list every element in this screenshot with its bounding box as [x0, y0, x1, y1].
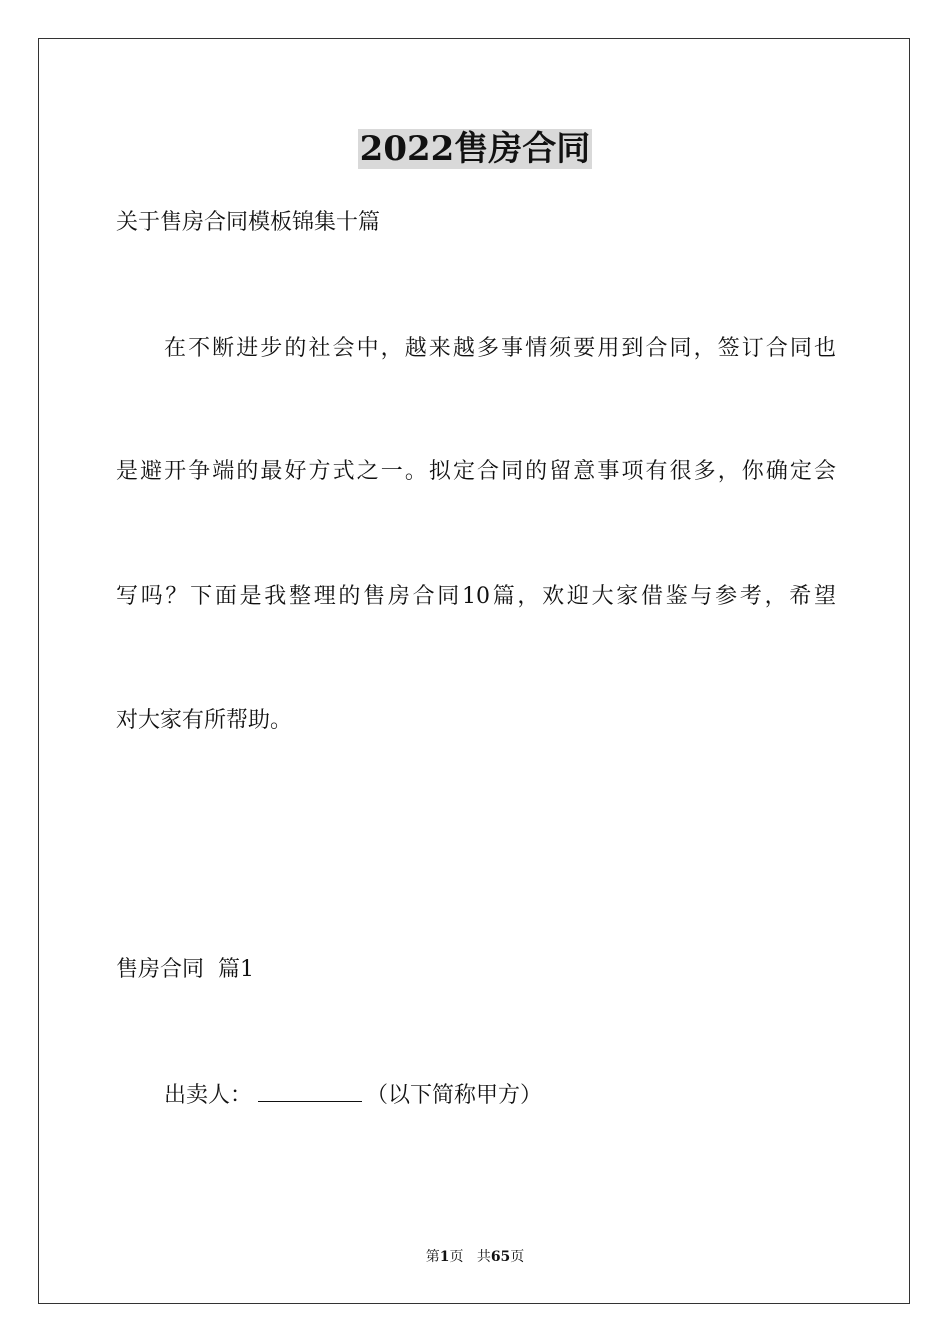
intro-line-4: 对大家有所帮助。 — [116, 708, 293, 733]
seller-suffix: （以下简称甲方） — [366, 1083, 543, 1108]
page-footer — [0, 1248, 950, 1266]
document-subtitle: 关于售房合同模板锦集十篇 — [116, 210, 381, 235]
seller-label: 出卖人： — [164, 1083, 253, 1108]
footer-current-page: 1 — [439, 1249, 450, 1265]
footer-page-word: 页 — [449, 1249, 464, 1265]
section-heading: 售房合同 篇1 — [116, 957, 254, 982]
footer-total-prefix: 共 — [476, 1249, 491, 1265]
footer-total-pages: 65 — [490, 1249, 511, 1265]
intro-line-1: 在不断进步的社会中，越来越多事情须要用到合同，签订合同也 — [164, 336, 836, 361]
footer-prefix: 第 — [425, 1249, 440, 1265]
seller-name-blank — [258, 1081, 362, 1102]
intro-line-3: 写吗？下面是我整理的售房合同10篇，欢迎大家借鉴与参考，希望 — [116, 584, 836, 609]
footer-total-suffix: 页 — [510, 1249, 525, 1265]
seller-line — [164, 1081, 836, 1111]
document-title-text: 2022售房合同 — [359, 129, 591, 169]
document-title — [0, 127, 950, 171]
intro-line-2: 是避开争端的最好方式之一。拟定合同的留意事项有很多，你确定会 — [116, 459, 836, 484]
